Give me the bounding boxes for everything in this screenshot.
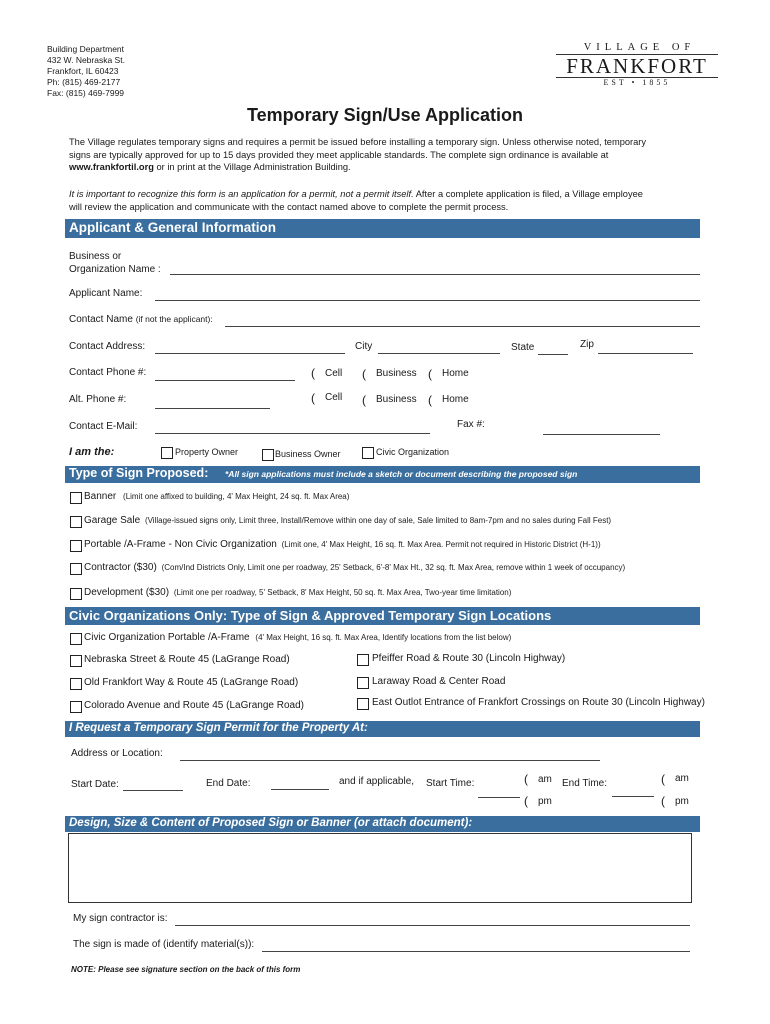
- location-label: Colorado Avenue and Route 45 (LaGrange Road): [84, 700, 304, 711]
- option-note: (Limit one affixed to building, 4' Max Height, 24 sq. ft. Max Area): [123, 492, 350, 501]
- option-label: Civic Organization Portable /A-Frame: [84, 632, 250, 643]
- contact-address-field[interactable]: [155, 353, 345, 354]
- signature-note: NOTE: Please see signature section on the back of this form: [71, 965, 301, 974]
- state-label: State: [511, 342, 535, 353]
- logo-est-text: EST • 1855: [603, 78, 671, 87]
- intro-line: signs are typically approved for up to 15 days provided they meet applicable standards. The complete sign ordinance is available at: [69, 149, 609, 160]
- end-time-field[interactable]: [612, 796, 654, 797]
- section-header-civic: [65, 607, 700, 625]
- location-nebraska-checkbox[interactable]: [70, 655, 82, 667]
- location-label: East Outlot Entrance of Frankfort Crossings on Route 30 (Lincoln Highway): [372, 697, 705, 708]
- department-address: [47, 44, 125, 99]
- end-date-label: End Date:: [206, 778, 251, 789]
- alt-phone-field[interactable]: [155, 408, 270, 409]
- logo-top-text: VILLAGE OF: [583, 42, 696, 53]
- pm-label: pm: [675, 796, 689, 807]
- end-time-pm-radio[interactable]: (: [661, 794, 665, 808]
- section-header-applicant: [65, 219, 700, 238]
- garage-sale-label: [84, 515, 611, 526]
- sign-material-field[interactable]: [262, 951, 690, 952]
- am-label: am: [538, 774, 552, 785]
- portable-aframe-checkbox[interactable]: [70, 540, 82, 552]
- address-line: Frankfort, IL 60423: [47, 66, 119, 76]
- section-header-text: Civic Organizations Only: Type of Sign & Approved Temporary Sign Locations: [69, 608, 552, 623]
- sign-contractor-label: My sign contractor is:: [73, 913, 168, 924]
- portable-aframe-label: [84, 539, 601, 550]
- contact-phone-home-radio[interactable]: (: [428, 367, 432, 381]
- applicant-name-field[interactable]: [155, 300, 700, 301]
- option-note: (Village-issued signs only, Limit three, Install/Remove within one day of sale, Sale limited to 8am-7pm and no sales during Fall Fest): [144, 516, 612, 525]
- contact-address-label: Contact Address:: [69, 341, 146, 352]
- option-note: (4' Max Height, 16 sq. ft. Max Area, Identify locations from the list below): [255, 633, 512, 642]
- if-applicable-label: and if applicable,: [339, 776, 415, 787]
- end-time-am-radio[interactable]: (: [661, 772, 665, 786]
- business-owner-label: Business Owner: [275, 449, 341, 459]
- alt-phone-label: Alt. Phone #:: [69, 394, 127, 405]
- development-checkbox[interactable]: [70, 588, 82, 600]
- option-label: Garage Sale: [84, 515, 141, 526]
- email-label: Contact E-Mail:: [69, 421, 138, 432]
- home-label: Home: [442, 368, 469, 379]
- location-label: Laraway Road & Center Road: [372, 676, 506, 687]
- disclaimer-line: will review the application and communicate with the contact named above to complete the permit process.: [69, 201, 509, 212]
- section-header-design: [65, 816, 700, 832]
- business-label: Business: [376, 368, 417, 379]
- start-time-field[interactable]: [478, 797, 520, 798]
- option-note: (Limit one, 4' Max Height, 16 sq. ft. Max Area. Permit not required in Historic District (H-1)): [281, 540, 601, 549]
- start-time-label: Start Time:: [426, 778, 475, 789]
- contractor-checkbox[interactable]: [70, 563, 82, 575]
- address-location-label: Address or Location:: [71, 748, 163, 759]
- start-time-pm-radio[interactable]: (: [524, 794, 528, 808]
- applicant-name-label: Applicant Name:: [69, 288, 143, 299]
- website-link[interactable]: www.frankfortil.org: [69, 162, 154, 172]
- label-note: (if not the applicant):: [135, 314, 213, 324]
- zip-field[interactable]: [598, 353, 693, 354]
- label-line: Organization Name :: [69, 264, 161, 275]
- email-field[interactable]: [155, 433, 430, 434]
- city-field[interactable]: [378, 353, 500, 354]
- location-colorado-checkbox[interactable]: [70, 701, 82, 713]
- business-name-field[interactable]: [170, 274, 700, 275]
- contact-phone-business-radio[interactable]: (: [362, 367, 366, 381]
- end-time-label: End Time:: [562, 778, 608, 789]
- address-line: Ph: (815) 469-2177: [47, 77, 121, 87]
- address-location-field[interactable]: [180, 760, 600, 761]
- contact-phone-field[interactable]: [155, 380, 295, 381]
- sign-contractor-field[interactable]: [175, 925, 690, 926]
- pm-label: pm: [538, 796, 552, 807]
- civic-organization-label: Civic Organization: [376, 447, 450, 457]
- address-line: Building Department: [47, 44, 125, 54]
- intro-text: or in print at the Village Administration Building.: [153, 162, 351, 172]
- section-header-text: I Request a Temporary Sign Permit for the Property At:: [69, 722, 368, 734]
- zip-label: Zip: [580, 339, 594, 350]
- disclaimer-line: [69, 188, 643, 201]
- disclaimer-paragraph: [69, 188, 643, 213]
- contact-name-field[interactable]: [225, 326, 700, 327]
- start-date-field[interactable]: [123, 790, 183, 791]
- section-header-text: Type of Sign Proposed:: [69, 466, 209, 480]
- home-label: Home: [442, 394, 469, 405]
- alt-phone-cell-radio[interactable]: (: [311, 391, 315, 405]
- logo-main-text: FRANKFORT: [566, 54, 708, 78]
- intro-line: [69, 161, 646, 174]
- intro-paragraph: [69, 136, 646, 174]
- location-pfeiffer-checkbox[interactable]: [357, 654, 369, 666]
- location-label: Nebraska Street & Route 45 (LaGrange Road): [84, 654, 290, 665]
- contractor-label: [84, 562, 625, 573]
- disclaimer-text: After a complete application is filed, a Village employee: [413, 189, 643, 199]
- village-logo: [556, 42, 718, 87]
- business-owner-checkbox[interactable]: [262, 449, 274, 461]
- alt-phone-home-radio[interactable]: (: [428, 393, 432, 407]
- end-date-field[interactable]: [271, 789, 329, 790]
- disclaimer-italic: It is important to recognize this form is an application for a permit, not a permit itself.: [69, 189, 414, 199]
- option-label: Portable /A-Frame - Non Civic Organization: [84, 539, 277, 550]
- business-name-label: [69, 250, 161, 276]
- start-date-label: Start Date:: [71, 779, 119, 790]
- section-header-sign-type: [65, 466, 700, 483]
- civic-portable-label: [84, 632, 511, 643]
- contact-phone-label: Contact Phone #:: [69, 367, 147, 378]
- city-label: City: [355, 341, 373, 352]
- start-time-am-radio[interactable]: (: [524, 772, 528, 786]
- option-label: Contractor ($30): [84, 562, 157, 573]
- intro-line: The Village regulates temporary signs and requires a permit be issued before installing a temporary sign. Unless otherwise noted, temporary: [69, 137, 647, 147]
- location-label: Old Frankfort Way & Route 45 (LaGrange Road): [84, 677, 299, 688]
- section-header-property: [65, 721, 700, 737]
- banner-checkbox[interactable]: [70, 492, 82, 504]
- business-label: Business: [376, 394, 417, 405]
- section-header-text: Design, Size & Content of Proposed Sign or Banner (or attach document):: [69, 817, 473, 829]
- civic-portable-checkbox[interactable]: [70, 633, 82, 645]
- option-note: (Limit one per roadway, 5' Setback, 8' Max Height, 50 sq. ft. Max Area, Two-year time limitation): [173, 588, 512, 597]
- state-field[interactable]: [538, 354, 568, 355]
- section-header-note: *All sign applications must include a sketch or document describing the proposed sign: [225, 469, 578, 479]
- location-laraway-checkbox[interactable]: [357, 677, 369, 689]
- option-note: (Com/Ind Districts Only, Limit one per roadway, 25' Setback, 6'-8' Max Ht., 32 sq. ft. Max Area, remove within 1 week of occupancy): [161, 563, 626, 572]
- development-label: [84, 587, 511, 598]
- location-label: Pfeiffer Road & Route 30 (Lincoln Highway): [372, 653, 566, 664]
- fax-label: Fax #:: [457, 419, 485, 430]
- label-line: Business or: [69, 251, 122, 262]
- sign-material-label: The sign is made of (identify material(s)):: [73, 939, 255, 950]
- label-text: Contact Name: [69, 314, 133, 325]
- civic-organization-checkbox[interactable]: [362, 447, 374, 459]
- location-old-frankfort-checkbox[interactable]: [70, 678, 82, 690]
- option-label: Banner: [84, 491, 117, 502]
- option-label: Development ($30): [84, 587, 170, 598]
- am-label: am: [675, 773, 689, 784]
- address-line: Fax: (815) 469-7999: [47, 88, 125, 98]
- fax-field[interactable]: [543, 434, 660, 435]
- location-east-outlot-checkbox[interactable]: [357, 698, 369, 710]
- address-line: 432 W. Nebraska St.: [47, 55, 125, 65]
- garage-sale-checkbox[interactable]: [70, 516, 82, 528]
- banner-label: [84, 491, 349, 502]
- page-title: Temporary Sign/Use Application: [246, 105, 524, 125]
- contact-phone-cell-radio[interactable]: (: [311, 366, 315, 380]
- cell-label: Cell: [325, 368, 343, 379]
- alt-phone-business-radio[interactable]: (: [362, 393, 366, 407]
- section-header-text: Applicant & General Information: [69, 220, 277, 235]
- property-owner-checkbox[interactable]: [161, 447, 173, 459]
- property-owner-label: Property Owner: [175, 447, 239, 457]
- design-description-textarea[interactable]: [68, 833, 692, 903]
- cell-label: Cell: [325, 392, 343, 403]
- contact-name-label: [69, 314, 213, 325]
- i-am-label: I am the:: [69, 446, 115, 458]
